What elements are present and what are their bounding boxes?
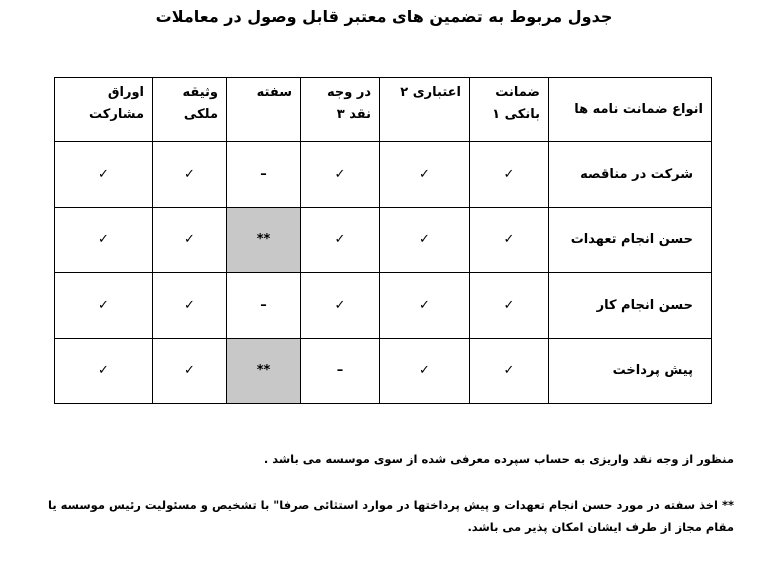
header-bank-guarantee: ضمانت بانکی ۱ [470,78,549,142]
table-cell: ✓ [380,142,470,208]
header-property-collateral: وثیقه ملکی [153,78,227,142]
guarantee-table [54,77,712,404]
header-cash: در وجه نقد ۳ [301,78,380,142]
note-promissory-line1: ** اخذ سفته در مورد حسن انجام تعهدات و پیش پرداختها در موارد استثائی صرفا" با تشخیص و مسئولیت رئیس موسسه یا [48,498,734,512]
table-cell: ✓ [153,207,227,273]
table-cell: – [227,273,301,339]
table-row [55,338,712,404]
table-cell: ✓ [153,338,227,404]
table-cell: ✓ [380,338,470,404]
header-guarantee-types: انواع ضمانت نامه ها [549,78,712,142]
table-cell: ✓ [380,273,470,339]
table-row [55,142,712,208]
table-cell: ✓ [380,207,470,273]
table-row [55,207,712,273]
table-cell-highlighted: ** [227,207,301,273]
note-cash-deposit: منظور از وجه نقد واریزی به حساب سپرده معرفی شده از سوی موسسه می باشد . [263,452,734,466]
table-cell: ✓ [301,142,380,208]
table-cell: ✓ [470,273,549,339]
header-credit: اعتباری ۲ [380,78,470,142]
header-participation-bonds: اوراق مشارکت [55,78,153,142]
table-cell: – [227,142,301,208]
table-cell: ✓ [301,207,380,273]
table-cell: ✓ [55,273,153,339]
table-cell: ✓ [153,273,227,339]
table-cell: – [301,338,380,404]
table-cell: ✓ [153,142,227,208]
note-promissory-line2: مقام مجاز از طرف ایشان امکان پذیر می باشد. [467,520,734,534]
table-cell: ✓ [470,142,549,208]
header-promissory-note: سفته [227,78,301,142]
table-cell-highlighted: ** [227,338,301,404]
table-cell: ✓ [301,273,380,339]
table-row [55,273,712,339]
table-cell: ✓ [470,207,549,273]
row-label: حسن انجام تعهدات [549,207,712,273]
row-label: شرکت در مناقصه [549,142,712,208]
table-cell: ✓ [55,207,153,273]
header-row [55,78,712,142]
table-cell: ✓ [470,338,549,404]
page-title: جدول مربوط به تضمین های معتبر قابل وصول در معاملات [155,7,613,26]
row-label: پیش پرداخت [549,338,712,404]
row-label: حسن انجام کار [549,273,712,339]
table-cell: ✓ [55,338,153,404]
table-cell: ✓ [55,142,153,208]
